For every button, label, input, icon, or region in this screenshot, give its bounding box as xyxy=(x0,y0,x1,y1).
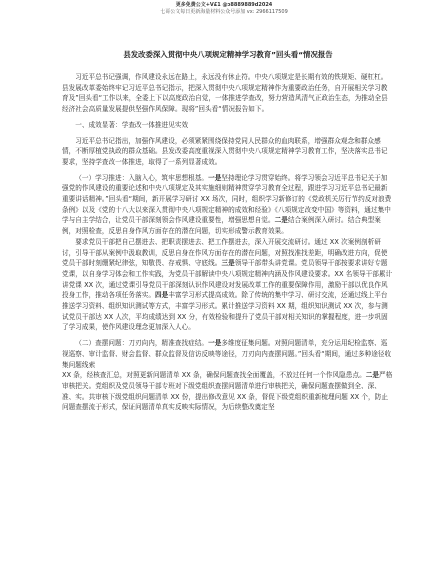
subsection-1-paragraph xyxy=(62,173,394,237)
paragraph-2-text: 要求党员干部把自己摆进去、把职责摆进去、把工作摆进去，深入开展交流研讨。通过 XX 次案例剖析研讨，引导干部从案例中汲取教训，反思自身在作风方面存在的潜在问题，对照找准找差距，明确改进方向，促使党员干部时刻绷紧纪律弦，知敬畏、存戒惧、守底线。 xyxy=(62,237,388,268)
header-line-1: 更多免费公文+V£1 @ɔ8889889d2024 xyxy=(175,2,273,8)
lead-label-4: 四是 xyxy=(155,291,169,300)
header-line-2: 七哥公文每日更新海量材料公众号添加 vx: 2966117509 xyxy=(160,8,288,15)
paragraph-3-text: 多维度征集问题。对照问题清单，充分运用纪检监察、巡视巡察、审计监督、财会监督、群众监督及信访反映等途径，刀刃向内查摆问题。”回头看“期间，通过多种途径收集问题线索 xyxy=(62,339,392,369)
paragraph-a: 习近平总书记指出，加强作风建设，必须紧紧围绕保持党同人民群众的血肉联系，增强群众观念和群众感情，不断厚植党执政的群众基础。县发改委高度重视深入贯彻中央八项规定精神学习教育工作，坚决落实总书记要求，坚持学查改一体推进，取得了一系列显著成效。 xyxy=(62,136,388,166)
lead-label-2: 二是 xyxy=(274,216,288,225)
section-heading-1: 一、成效显著：学查改一体推进见实效 xyxy=(75,120,189,129)
lead-label-5: 一是 xyxy=(208,339,222,348)
paragraph-4-text-2: 严格审核把关。党组织及党员领导干部专班对下级党组织查摆问题清单进行审核把关，确保问题查摆做到全、深、准、实。共审核下级党组织问题清单 XX 份，提出修改意见 XX 条，督促下级党组织重新梳理问题 XX 个，防止问题查摆流于形式，保证问题清单真实反映实际情况，为后续整改奠定坚 xyxy=(62,371,393,412)
lead-label-3: 三是 xyxy=(221,259,235,268)
paragraph-2-text-2: 领导干部带头讲党课。党员领导干部按要求讲好专题党课，以自身学习体会和工作实践，为党员干部解读中央八项规定精神内涵及作风建设要求。XX 名领导干部累计讲党课 XX 次，通过党课引导党员干部深刻认识作风建设对发展改革工作的重要保障作用，激励干部以优良作风投身工作，推动各项任务落实。 xyxy=(62,259,393,300)
document-body xyxy=(62,50,394,413)
lead-label-1: 一是 xyxy=(208,173,222,182)
page-header xyxy=(0,2,448,15)
lead-label-6: 二是 xyxy=(365,371,380,380)
paragraph-2 xyxy=(62,237,394,333)
subsection-heading-2: （二）查摆问题：刀刃向内，精准查找症结。 xyxy=(75,339,209,348)
document-title: 县发改委深入贯彻中央八项规定精神学习教育”回头看“情况报告 xyxy=(123,50,333,59)
paragraph-4 xyxy=(62,370,394,413)
paragraph-4-text: XX 条，经核查汇总，对照更新问题清单 XX 条，确保问题查找全面覆盖，不放过任何一个作风隐患点。 xyxy=(62,371,366,380)
paragraph-1-text-2: 结合案例深入研讨。结合典型案例，对照检查，反思自身作风方面存在的潜在问题，切实形成警示教育效果。 xyxy=(62,216,381,236)
subsection-2-paragraph xyxy=(62,338,394,370)
paragraph-1-text: 坚持理论学习贯穿始终。将学习领会习近平总书记关于加强党的作风建设的重要论述和中央八项规定及其实施细则精神贯穿学习教育全过程，跟进学习习近平总书记最新重要讲话精神。”回头看“期间，新开展学习研讨 XX 场次，同时，组织学习新修订的《党政机关厉行节约反对浪费条例》以及《党的十八大以来深入贯彻中央八项规定精神的成效和经验》《八项规定改变中国》等资料，通过集中学与自主学结合，让党员干部深刻领会作风建设重要性，增强思想自觉。 xyxy=(62,173,392,225)
paragraph-2-text-3: 丰富学习形式提高成效。除了传统的集中学习、研讨交流，还通过线上平台推送学习资料、组织知识测试等方式，丰富学习形式。累计推送学习资料 XX 期，组织知识测试 XX 次，参与测试党员干部达 XX 人次，平均成绩达到 XX 分，有效检验和提升了党员干部对相关知识的掌握程度，进一步巩固了学习成果，使作风建设理念更加深入人心。 xyxy=(62,291,388,332)
subsection-heading-1: （一）学习推进：入脑入心，筑牢思想根基。 xyxy=(75,173,209,182)
intro-paragraph: 习近平总书记强调，作风建设永远在路上，永远没有休止符。中央八项规定是长期有效的铁规矩、硬杠杠。县发展改革委始终牢记习近平总书记指示，把深入贯彻中央八项规定精神作为重要政治任务，自开展相关学习教育及”回头看“工作以来，全委上下以高度政治自觉，一体推进学查改，努力营造风清气正政治生态，为推动全县经济社会高质量发展提供坚强作风保障。现将”回头看“情况报告如下。 xyxy=(62,73,388,114)
